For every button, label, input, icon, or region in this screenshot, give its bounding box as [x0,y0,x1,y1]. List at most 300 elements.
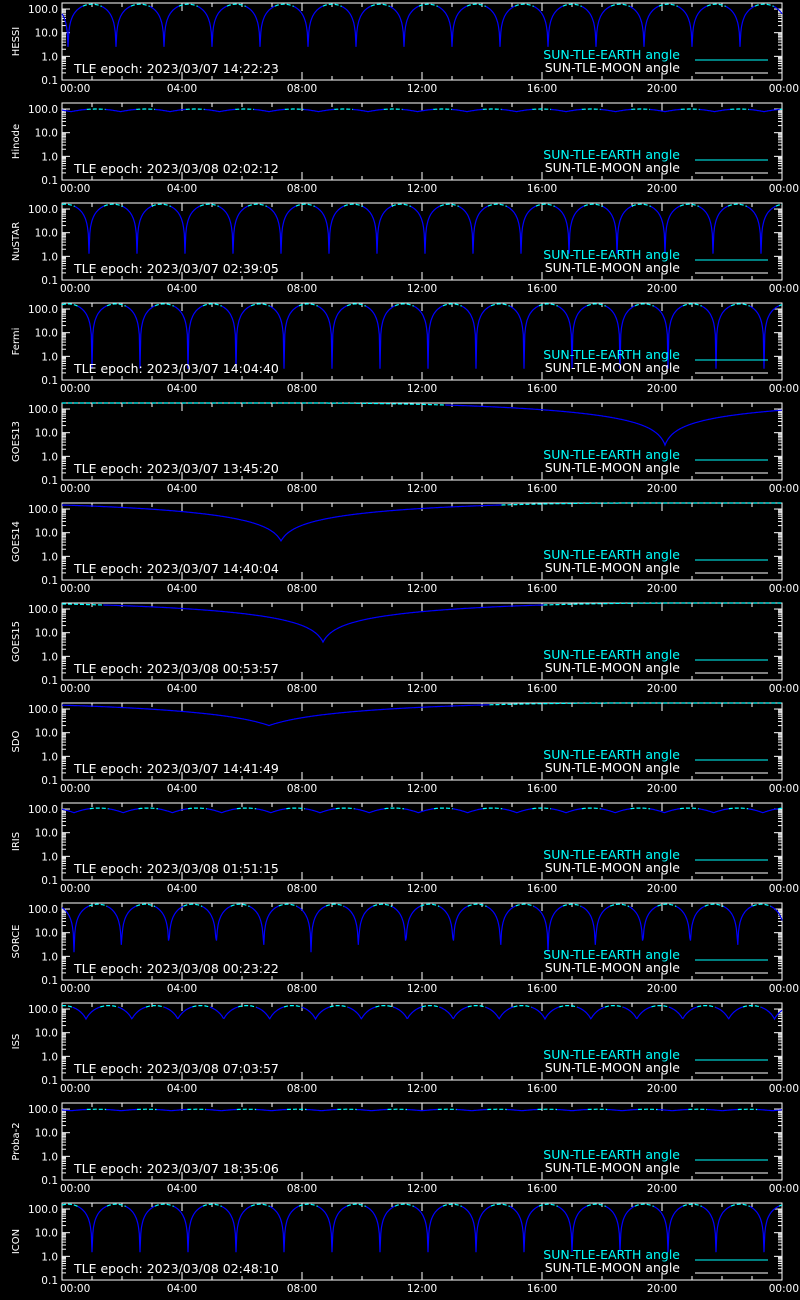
sun-tle-earth-angle-curve [131,4,150,6]
x-tick-label: 00:00 [768,383,799,395]
sun-tle-earth-angle-curve [357,1110,388,1111]
sun-tle-earth-angle-curve [439,1007,468,1019]
y-tick-label: 1.0 [41,851,58,864]
x-tick-label: 04:00 [166,883,198,895]
sun-tle-earth-angle-curve [392,204,411,206]
y-tick-label: 100.0 [27,4,58,17]
sun-tle-earth-angle-curve [459,206,488,254]
legend-earth-label: SUN-TLE-EARTH angle [543,647,680,662]
sun-tle-earth-angle-curve [702,306,731,369]
sun-tle-earth-angle-curve [510,1206,539,1252]
x-tick-label: 20:00 [646,883,678,895]
sun-tle-earth-angle-curve [536,204,555,206]
sun-tle-earth-angle-curve [267,206,296,254]
sun-tle-earth-angle-curve [155,1204,174,1206]
sun-tle-earth-angle-curve [78,1206,107,1252]
x-tick-label: 08:00 [286,1083,318,1095]
sun-tle-earth-angle-curve [457,1110,488,1111]
x-tick-label: 00:00 [768,483,799,495]
y-tick-label: 10.0 [34,127,58,140]
sun-tle-earth-angle-curve [210,1007,239,1019]
sun-tle-earth-angle-curve [62,1006,73,1008]
sun-tle-earth-angle-curve [219,206,248,254]
sun-tle-earth-angle-curve [750,1206,779,1252]
x-tick-label: 20:00 [646,183,678,195]
sun-tle-earth-angle-curve [577,1007,605,1019]
x-tick-label: 00:00 [768,683,799,695]
x-tick-label: 16:00 [526,283,558,295]
sun-tle-earth-angle-curve [395,304,414,306]
sun-tle-earth-angle-curve [650,809,680,813]
satellite-label: IRIS [11,831,22,852]
sun-tle-earth-angle-curve [100,1006,118,1008]
sun-tle-earth-angle-curve [532,109,551,110]
legend-moon-label: SUN-TLE-MOON angle [544,760,680,775]
y-tick-label: 10.0 [34,227,58,240]
x-tick-label: 04:00 [166,83,198,95]
x-tick-label: 16:00 [526,683,558,695]
sun-tle-earth-angle-curve [285,109,304,110]
tle-epoch-label: TLE epoch: 2023/03/07 14:22:23 [74,61,279,76]
plot-panel-iris [0,800,800,900]
x-tick-label: 08:00 [286,183,318,195]
sun-tle-earth-angle-curve [707,1110,738,1111]
sun-tle-earth-angle-curve [155,109,186,111]
legend-earth-label: SUN-TLE-EARTH angle [543,1147,680,1162]
x-tick-label: 04:00 [166,383,198,395]
sun-tle-earth-angle-curve [87,109,106,110]
sun-tle-earth-angle-curve [403,109,434,111]
x-tick-label: 20:00 [646,783,678,795]
plot-panel-proba-2 [0,1100,800,1200]
sun-tle-earth-angle-curve [237,808,256,809]
x-tick-label: 12:00 [406,483,438,495]
sun-tle-earth-angle-curve [193,1006,210,1008]
sun-tle-earth-angle-curve [507,1110,538,1111]
sun-tle-earth-angle-curve [487,906,516,945]
sun-tle-earth-angle-curve [534,906,563,952]
sun-tle-earth-angle-curve [347,1204,366,1206]
sun-tle-earth-angle-curve [256,1007,284,1019]
sun-tle-earth-angle-curve [164,1007,193,1019]
x-tick-label: 00:00 [60,183,91,195]
x-tick-label: 20:00 [646,383,678,395]
sun-tle-earth-angle-curve [222,306,251,369]
plot-panel-sdo [0,700,800,800]
satellite-label: ISS [11,1033,22,1050]
sun-tle-earth-angle-curve [632,204,651,206]
y-tick-label: 100.0 [27,904,58,917]
sun-tle-earth-angle-curve [294,6,323,47]
y-tick-label: 100.0 [27,604,58,617]
sun-tle-earth-angle-curve [702,1206,731,1252]
sun-tle-earth-angle-curve [630,6,659,47]
y-tick-label: 0.1 [41,75,58,87]
sun-tle-earth-angle-curve [318,1206,347,1252]
sun-tle-earth-angle-curve [126,306,155,369]
x-tick-label: 00:00 [768,583,799,595]
x-tick-label: 16:00 [526,1183,558,1195]
sun-tle-earth-angle-curve [611,4,630,6]
sun-tle-earth-angle-curve [307,1110,338,1111]
satellite-label: Proba-2 [11,1122,22,1161]
legend-moon-label: SUN-TLE-MOON angle [544,960,680,975]
sun-tle-earth-angle-curve [103,605,543,642]
x-tick-label: 00:00 [60,83,91,95]
sun-tle-earth-angle-curve [302,1007,330,1019]
x-tick-label: 08:00 [286,283,318,295]
sun-tle-earth-angle-curve [251,1204,270,1206]
legend-moon-label: SUN-TLE-MOON angle [544,560,680,575]
legend-earth-label: SUN-TLE-EARTH angle [543,947,680,962]
sun-tle-earth-angle-curve [601,109,632,111]
satellite-label: SDO [11,730,22,753]
satellite-label: GOES14 [11,520,22,563]
satellite-label: SORCE [11,924,22,959]
x-tick-label: 08:00 [286,1283,318,1295]
sun-tle-earth-angle-curve [414,306,443,369]
sun-tle-earth-angle-curve [286,808,305,809]
sun-tle-earth-angle-curve [433,109,452,110]
sun-tle-earth-angle-curve [623,1007,652,1019]
x-tick-label: 08:00 [286,983,318,995]
sun-tle-earth-angle-curve [250,906,279,945]
x-tick-label: 00:00 [768,1283,799,1295]
sun-tle-earth-angle-curve [652,1006,669,1008]
sun-tle-earth-angle-curve [707,4,726,6]
x-tick-label: 20:00 [646,683,678,695]
sun-tle-earth-angle-curve [467,4,486,6]
sun-tle-earth-angle-curve [355,809,385,813]
sun-tle-earth-angle-curve [146,1006,164,1008]
sun-tle-earth-angle-curve [78,306,107,369]
y-tick-label: 0.1 [41,875,58,887]
sun-tle-earth-angle-curve [747,206,776,254]
legend-earth-label: SUN-TLE-EARTH angle [543,747,680,762]
sun-tle-earth-angle-curve [248,204,267,206]
x-tick-label: 16:00 [526,1083,558,1095]
x-tick-label: 08:00 [286,583,318,595]
x-tick-label: 16:00 [526,983,558,995]
y-tick-label: 100.0 [27,1204,58,1217]
legend-moon-label: SUN-TLE-MOON angle [544,160,680,175]
sun-tle-earth-angle-curve [490,703,783,705]
y-tick-label: 10.0 [34,827,58,840]
tle-epoch-label: TLE epoch: 2023/03/08 00:53:57 [74,661,279,676]
x-tick-label: 04:00 [166,683,198,695]
sun-tle-earth-angle-curve [152,204,171,206]
legend-moon-label: SUN-TLE-MOON angle [544,660,680,675]
sun-tle-earth-angle-curve [587,1204,606,1206]
x-tick-label: 04:00 [166,1183,198,1195]
sun-tle-earth-angle-curve [136,109,155,110]
legend-earth-label: SUN-TLE-EARTH angle [543,47,680,62]
sun-tle-earth-angle-curve [304,109,335,111]
sun-tle-earth-angle-curve [445,405,782,445]
sun-tle-earth-angle-curve [318,306,347,369]
plot-panel-hessi [0,0,800,100]
y-tick-label: 100.0 [27,504,58,517]
sun-tle-earth-angle-curve [342,6,371,47]
sun-tle-earth-angle-curve [731,1204,750,1206]
sun-tle-earth-angle-curve [336,808,355,809]
y-tick-label: 1.0 [41,251,58,264]
x-tick-label: 04:00 [166,1083,198,1095]
plot-panel-goes13 [0,400,800,500]
x-tick-label: 16:00 [526,1283,558,1295]
y-tick-label: 1.0 [41,51,58,64]
y-tick-label: 100.0 [27,1104,58,1117]
sun-tle-earth-angle-curve [207,809,237,813]
sun-tle-earth-angle-curve [123,206,152,254]
sun-tle-earth-angle-curve [198,6,227,47]
sun-tle-earth-angle-curve [488,204,507,206]
sun-tle-earth-angle-curve [62,604,103,605]
x-tick-label: 00:00 [768,283,799,295]
sun-tle-earth-angle-curve [238,1006,256,1008]
tle-epoch-label: TLE epoch: 2023/03/07 14:41:49 [74,761,279,776]
sun-tle-earth-angle-curve [174,1206,203,1252]
sun-tle-earth-angle-curve [680,808,699,809]
x-tick-label: 00:00 [60,583,91,595]
x-tick-label: 12:00 [406,983,438,995]
x-tick-label: 04:00 [166,583,198,595]
sun-tle-earth-angle-curve [452,109,483,111]
x-tick-label: 16:00 [526,883,558,895]
sun-tle-earth-angle-curve [202,906,231,940]
sun-tle-earth-angle-curve [515,4,534,6]
y-tick-label: 0.1 [41,675,58,687]
tle-epoch-label: TLE epoch: 2023/03/07 02:39:05 [74,261,279,276]
sun-tle-earth-angle-curve [587,304,606,306]
sun-tle-earth-angle-curve [558,1206,587,1252]
x-tick-label: 12:00 [406,283,438,295]
sun-tle-earth-angle-curve [107,906,136,945]
sun-tle-earth-angle-curve [534,6,563,47]
sun-tle-earth-angle-curve [174,306,203,369]
x-tick-label: 08:00 [286,383,318,395]
plot-panel-fermi [0,300,800,400]
sun-tle-earth-angle-curve [729,808,749,809]
x-tick-label: 16:00 [526,383,558,395]
sun-tle-earth-angle-curve [724,906,753,945]
sun-tle-earth-angle-curve [106,109,137,111]
x-tick-label: 00:00 [768,983,799,995]
y-tick-label: 10.0 [34,27,58,40]
sun-tle-earth-angle-curve [681,109,700,110]
legend-moon-label: SUN-TLE-MOON angle [544,260,680,275]
y-tick-label: 0.1 [41,375,58,387]
x-tick-label: 04:00 [166,483,198,495]
sun-tle-earth-angle-curve [109,809,139,813]
satellite-label: GOES13 [11,420,22,463]
sun-tle-earth-angle-curve [486,1007,514,1019]
sun-tle-earth-angle-curve [502,809,532,813]
legend-moon-label: SUN-TLE-MOON angle [544,1260,680,1275]
sun-tle-earth-angle-curve [551,809,582,813]
sun-tle-earth-angle-curve [726,6,755,47]
sun-tle-earth-angle-curve [275,4,294,6]
sun-tle-earth-angle-curve [157,1110,188,1111]
tle-epoch-label: TLE epoch: 2023/03/07 18:35:06 [74,1161,279,1176]
sun-tle-earth-angle-curve [486,6,515,47]
sun-tle-earth-angle-curve [468,1006,486,1008]
x-tick-label: 12:00 [406,83,438,95]
legend-moon-label: SUN-TLE-MOON angle [544,460,680,475]
sun-tle-earth-angle-curve [394,1007,423,1019]
y-tick-label: 100.0 [27,204,58,217]
sun-tle-earth-angle-curve [102,6,131,47]
legend-earth-label: SUN-TLE-EARTH angle [543,247,680,262]
sun-tle-earth-angle-curve [699,206,728,254]
x-tick-label: 00:00 [60,883,91,895]
sun-tle-earth-angle-curve [680,204,699,206]
sun-tle-earth-angle-curve [344,204,363,206]
x-tick-label: 20:00 [646,483,678,495]
sun-tle-earth-angle-curve [62,906,89,952]
x-tick-label: 08:00 [286,83,318,95]
tle-epoch-label: TLE epoch: 2023/03/07 14:04:40 [74,361,279,376]
y-tick-label: 1.0 [41,451,58,464]
x-tick-label: 08:00 [286,683,318,695]
y-tick-label: 10.0 [34,1227,58,1240]
sun-tle-earth-angle-curve [270,306,299,369]
sun-tle-earth-angle-curve [118,1007,146,1019]
sun-tle-earth-angle-curve [222,1206,251,1252]
sun-tle-earth-angle-curve [491,1204,510,1206]
sun-tle-earth-angle-curve [155,304,174,306]
sun-tle-earth-angle-curve [62,705,490,726]
x-tick-label: 12:00 [406,783,438,795]
satellite-label: HESSI [11,26,22,57]
plot-panel-sorce [0,900,800,1000]
satellite-label: Fermi [11,327,22,356]
sun-tle-earth-angle-curve [601,809,631,813]
sun-tle-earth-angle-curve [438,6,467,47]
y-tick-label: 1.0 [41,551,58,564]
x-tick-label: 04:00 [166,183,198,195]
sun-tle-earth-angle-curve [334,109,353,110]
sun-tle-earth-angle-curve [139,808,159,809]
sun-tle-earth-angle-curve [297,906,326,952]
sun-tle-earth-angle-curve [507,206,536,254]
y-tick-label: 0.1 [41,1275,58,1287]
x-tick-label: 12:00 [406,1083,438,1095]
sun-tle-earth-angle-curve [610,904,629,906]
y-tick-label: 100.0 [27,1004,58,1017]
sun-tle-earth-angle-curve [256,809,286,813]
x-tick-label: 00:00 [60,383,91,395]
sun-tle-earth-angle-curve [559,1006,577,1008]
sun-tle-earth-angle-curve [629,906,658,941]
sun-tle-earth-angle-curve [654,1206,683,1252]
sun-tle-earth-angle-curve [353,109,384,111]
sun-tle-earth-angle-curve [532,808,551,809]
sun-tle-earth-angle-curve [347,304,366,306]
sun-tle-earth-angle-curve [582,808,601,809]
x-tick-label: 00:00 [768,83,799,95]
x-tick-label: 12:00 [406,1283,438,1295]
tle-epoch-label: TLE epoch: 2023/03/08 01:51:15 [74,861,279,876]
satellite-label: NuSTAR [11,221,22,262]
sun-tle-earth-angle-curve [658,904,677,906]
sun-tle-earth-angle-curve [468,904,487,906]
x-tick-label: 12:00 [406,683,438,695]
x-tick-label: 12:00 [406,183,438,195]
sun-tle-earth-angle-curve [669,1007,698,1019]
y-tick-label: 0.1 [41,175,58,187]
legend-moon-label: SUN-TLE-MOON angle [544,360,680,375]
sun-tle-earth-angle-curve [404,809,434,813]
y-tick-label: 0.1 [41,475,58,487]
sun-tle-earth-angle-curve [750,306,779,369]
x-tick-label: 20:00 [646,283,678,295]
y-tick-label: 100.0 [27,704,58,717]
x-tick-label: 00:00 [60,683,91,695]
x-tick-label: 16:00 [526,83,558,95]
sun-tle-earth-angle-curve [411,206,440,254]
sun-tle-earth-angle-curve [155,906,184,941]
sun-tle-earth-angle-curve [62,1204,78,1206]
satellite-label: GOES15 [11,620,22,663]
tle-epoch-label: TLE epoch: 2023/03/08 00:23:22 [74,961,279,976]
sun-tle-earth-angle-curve [75,206,104,254]
sun-tle-earth-angle-curve [440,204,459,206]
sun-tle-earth-angle-curve [715,1007,743,1019]
sun-tle-earth-angle-curve [256,1110,287,1111]
sun-tle-earth-angle-curve [422,1006,439,1008]
legend-earth-label: SUN-TLE-EARTH angle [543,1247,680,1262]
x-tick-label: 08:00 [286,483,318,495]
sun-tle-earth-angle-curve [705,904,724,906]
sun-tle-earth-angle-curve [605,1006,623,1008]
x-tick-label: 20:00 [646,1183,678,1195]
sun-tle-earth-angle-curve [582,6,611,47]
y-tick-label: 100.0 [27,404,58,417]
y-tick-label: 1.0 [41,1051,58,1064]
legend-moon-label: SUN-TLE-MOON angle [544,1060,680,1075]
x-tick-label: 20:00 [646,1083,678,1095]
sun-tle-earth-angle-curve [631,808,651,809]
sun-tle-earth-angle-curve [462,306,491,369]
sun-tle-earth-angle-curve [776,204,782,206]
satellite-label: ICON [11,1228,22,1255]
sun-tle-earth-angle-curve [390,6,419,47]
sun-tle-earth-angle-curve [62,204,75,206]
x-tick-label: 00:00 [60,283,91,295]
tle-epoch-label: TLE epoch: 2023/03/08 07:03:57 [74,1061,279,1076]
sun-tle-earth-angle-curve [755,4,774,6]
sun-tle-earth-angle-curve [348,1007,376,1019]
y-tick-label: 1.0 [41,1251,58,1264]
sun-tle-earth-angle-curve [326,904,344,906]
legend-moon-label: SUN-TLE-MOON angle [544,860,680,875]
y-tick-label: 0.1 [41,575,58,587]
sun-tle-earth-angle-curve [158,809,188,813]
plot-panel-icon [0,1200,800,1300]
x-tick-label: 12:00 [406,583,438,595]
x-tick-label: 20:00 [646,583,678,595]
sun-tle-earth-angle-curve [584,204,603,206]
sun-tle-earth-angle-curve [678,6,707,47]
sun-tle-earth-angle-curve [62,505,502,541]
x-tick-label: 04:00 [166,783,198,795]
sun-tle-earth-angle-curve [186,109,205,110]
y-tick-label: 10.0 [34,527,58,540]
sun-tle-earth-angle-curve [104,204,123,206]
sun-tle-earth-angle-curve [126,1206,155,1252]
sun-tle-earth-angle-curve [246,6,275,47]
